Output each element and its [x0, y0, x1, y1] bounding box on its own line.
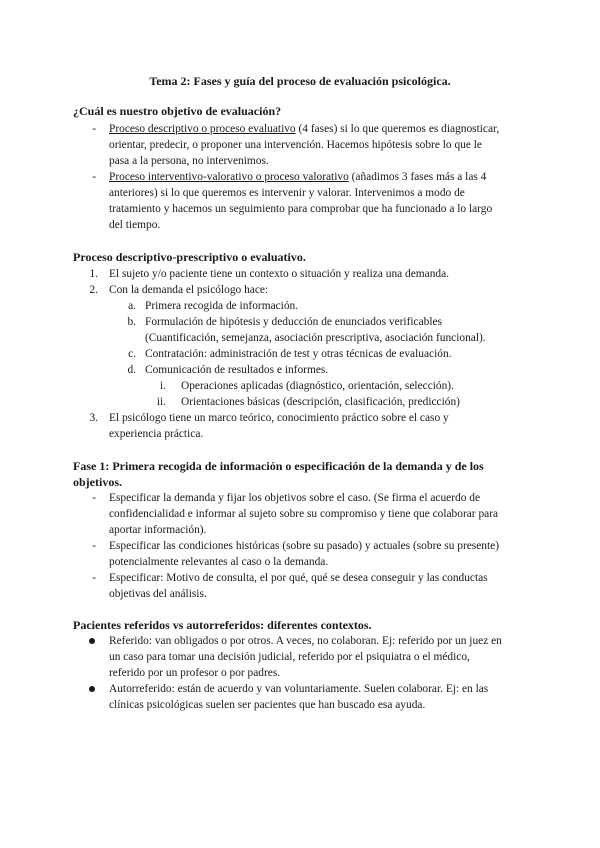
list-item-line: potencialmente relevantes al caso o la demanda.: [109, 556, 329, 568]
underlined-term: Proceso interventivo-valorativo o proceso valorativo: [109, 171, 349, 183]
list-item-line: El sujeto y/o paciente tiene un contexto o situación y realiza una demanda.: [109, 268, 450, 280]
list-item-line: Especificar las condiciones históricas (sobre su pasado) y actuales (sobre su presente): [109, 540, 499, 552]
underlined-term: Proceso descriptivo o proceso evaluativo: [109, 123, 296, 135]
list-item-line: objetivas del análisis.: [109, 588, 207, 600]
letter-marker: c.: [128, 348, 136, 360]
section-heading-proceso: Proceso descriptivo-prescriptivo o evaluativo.: [73, 250, 306, 264]
letter-marker: b.: [127, 316, 136, 328]
list-item-line: (Cuantificación, semejanza, asociación prescriptiva, asociación funcional).: [145, 332, 486, 344]
bullet-icon: [89, 686, 95, 692]
list-item-line: Formulación de hipótesis y deducción de enunciados verificables: [145, 316, 443, 328]
letter-marker: d.: [127, 364, 136, 376]
letter-marker: a.: [128, 300, 136, 312]
list-item-line: Especificar la demanda y fijar los objetivos sobre el caso. (Se firma el acuerdo de: [109, 492, 480, 504]
section-heading-pacientes: Pacientes referidos vs autorreferidos: diferentes contextos.: [73, 618, 372, 632]
list-item-line: experiencia práctica.: [109, 428, 204, 440]
list-item-line: Operaciones aplicadas (diagnóstico, orientación, selección).: [181, 380, 454, 392]
list-item-line: Con la demanda el psicólogo hace:: [109, 284, 269, 296]
list-item-line: Referido: van obligados o por otros. A veces, no colaboran. Ej: referido por un juez en: [109, 635, 502, 647]
list-item-line: pasa a la persona, no intervenimos.: [109, 155, 269, 167]
list-item-line: un caso para tomar una decisión judicial, referido por el psiquiatra o el médico,: [109, 651, 470, 663]
number-marker: 2.: [89, 284, 98, 296]
dash-marker: -: [92, 572, 96, 584]
list-item-line: Autorreferido: están de acuerdo y van voluntariamente. Suelen colaborar. Ej: en las: [109, 683, 489, 695]
dash-marker: -: [92, 540, 96, 552]
bullet-icon: [89, 638, 95, 644]
dash-marker: -: [92, 492, 96, 504]
list-item-line: confidencialidad e informar al sujeto sobre su compromiso y tiene que colaborar para: [109, 508, 499, 520]
dash-marker: -: [92, 171, 96, 183]
list-item-line: referido por un profesor o por padres.: [109, 667, 281, 679]
list-item-line: aportar información).: [109, 524, 207, 536]
list-item-line: Orientaciones básicas (descripción, clasificación, predicción): [181, 396, 460, 408]
list-item-line: del tiempo.: [109, 219, 161, 231]
number-marker: 3.: [89, 412, 98, 424]
list-item-line: clínicas psicológicas suelen ser pacientes que han buscado esa ayuda.: [109, 699, 426, 711]
number-marker: 1.: [89, 268, 98, 280]
dash-marker: -: [92, 123, 96, 135]
list-item-line: Proceso descriptivo o proceso evaluativo (4 fases) si lo que queremos es diagnosticar,: [109, 123, 500, 135]
list-item-line: tratamiento y hacemos un seguimiento para comprobar que ha funcionado a lo largo: [109, 203, 493, 215]
list-item-line: Primera recogida de información.: [145, 300, 299, 312]
list-item-line: anteriores) si lo que queremos es intervenir y valorar. Intervenimos a modo de: [109, 187, 465, 199]
roman-marker: i.: [159, 380, 166, 392]
section-heading-objetivo: ¿Cuál es nuestro objetivo de evaluación?: [73, 104, 282, 118]
list-item-line: El psicólogo tiene un marco teórico, conocimiento práctico sobre el caso y: [109, 412, 449, 424]
list-item-line: Especificar: Motivo de consulta, el por qué, qué se desea conseguir y las conductas: [109, 572, 488, 584]
list-item-line: Comunicación de resultados e informes.: [145, 364, 329, 376]
list-item-line: Proceso interventivo-valorativo o proceso valorativo (añadimos 3 fases más a las 4: [109, 171, 487, 183]
section-heading-fase1: Fase 1: Primera recogida de información o especificación de la demanda y de los: [73, 459, 484, 473]
section-heading-fase1-cont: objetivos.: [73, 475, 122, 489]
page-title: Tema 2: Fases y guía del proceso de evaluación psicológica.: [149, 74, 451, 88]
list-item-line: orientar, predecir, o proponer una intervención. Hacemos hipótesis sobre lo que le: [109, 139, 482, 151]
list-item-line: Contratación: administración de test y otras técnicas de evaluación.: [145, 348, 452, 360]
roman-marker: ii.: [156, 396, 166, 408]
